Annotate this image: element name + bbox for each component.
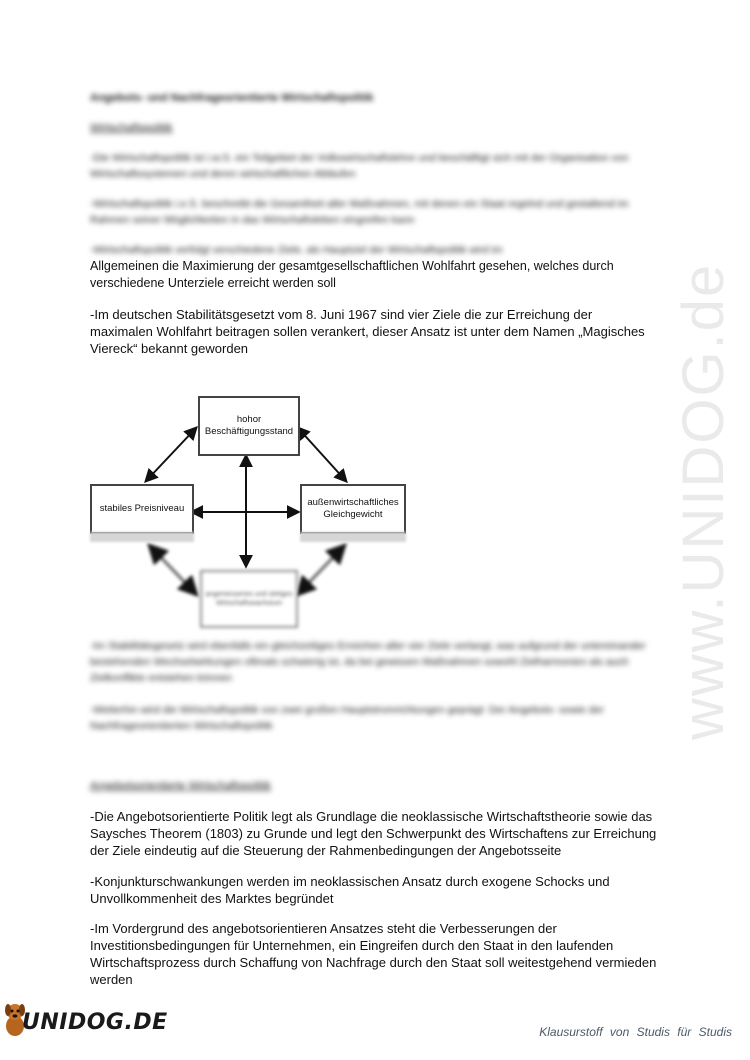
paragraph-7: -Die Angebotsorientierte Politik legt als Grundlage die neoklassische Wirtschaftstheorie sowie das Saysches Theorem (1803) zu Grunde und legt den Schwerpunkt des Wirtschaftens zur Erreichung der Ziele eindeutig auf die Steuerung der Rahmenbedingungen der Angebotsseite [90, 809, 657, 858]
section-heading-wirtschaftspolitik: Wirtschaftspolitik [90, 122, 173, 134]
blurred-paragraph-2: -Wirtschaftspolitik i.e.S. beschreibt die Gesamtheit aller Maßnahmen, mit denen ein Staat regelnd und gestaltend im Rahmen seiner Möglichkeiten in das Wirtschaftsleben eingreifen kann [90, 198, 629, 226]
arrow-right-bottom [298, 546, 344, 594]
section-heading-angebotsorientiert: Angebotsorientierte Wirtschaftspolitik [90, 780, 271, 792]
goal-label-preisniveau: stabiles Preisniveau [99, 503, 185, 514]
goal-label-aussenwirtschaft: außenwirtschaftliches Gleichgewicht [307, 497, 399, 520]
arrow-top-right [298, 428, 346, 481]
paragraph-3-line3: verschiedene Unterziele erreicht werden soll [90, 276, 336, 290]
blurred-paragraph-5: -Im Stabilitätsgesetz wird ebenfalls ein gleichzeitiges Erreichen aller vier Ziele verlangt, was aufgrund der untereinander bestehenden Wechselwirkungen oftmals schwierig ist, da bei gewissen Maßnahmen sowohl Zielharmonien als auch Zielkonflikte entstehen können [90, 640, 646, 684]
goal-label-beschaeftigung: hohor Beschäftigungsstand [204, 414, 294, 437]
goal-box-beschaeftigung [198, 396, 300, 456]
arrow-top-left [146, 428, 196, 481]
box-shadow-left [90, 532, 194, 542]
blurred-paragraph-1: -Die Wirtschaftspolitik ist i.w.S. ein Teilgebiet der Volkswirtschaftslehre und beschäftigt sich mit der Organisation von Wirtschaftssystemen und deren wirtschaftlichen Abläufen [90, 152, 629, 180]
document-title: Angebots- und Nachfrageorientierte Wirtschaftspolitik [90, 92, 374, 104]
goal-label-wachstum: angemessenes und stetiges Wirtschaftswachstum [205, 591, 293, 607]
watermark: www.UNIDOG.de [671, 262, 736, 740]
paragraph-4: -Im deutschen Stabilitätsgesetzt vom 8. Juni 1967 sind vier Ziele die zur Erreichung der maximalen Wohlfahrt beitragen sollen verankert, dieser Ansatz ist unter dem Namen „Magisches Viereck“ bekannt geworden [90, 307, 645, 356]
goal-box-aussenwirtschaft [300, 484, 406, 534]
box-shadow-right [300, 532, 406, 542]
arrow-left-bottom [150, 546, 196, 594]
goal-box-wachstum [200, 570, 298, 628]
blurred-paragraph-3-line1: -Wirtschaftspolitik verfolgt verschiedene Ziele, als Hauptziel der Wirtschaftspolitik wird im [90, 244, 503, 256]
footer-tagline: Klausurstoff von Studis für Studis [539, 1025, 732, 1039]
blurred-paragraph-6: -Weiterhin wird die Wirtschaftspolitik von zwei großen Hauptstromrichtungen geprägt: Der Angebots- sowie der Nachfrageorientierten Wirtschaftspolitik [90, 704, 604, 732]
goal-box-preisniveau [90, 484, 194, 534]
paragraph-3-line2: Allgemeinen die Maximierung der gesamtgesellschaftlichen Wohlfahrt gesehen, welches durch [90, 259, 614, 273]
paragraph-8: -Konjunkturschwankungen werden im neoklassischen Ansatz durch exogene Schocks und Unvollkommenheit des Marktes begründet [90, 874, 610, 906]
paragraph-9: -Im Vordergrund des angebotsorientieren Ansatzes steht die Verbesserungen der Investitionsbedingungen für Unternehmen, ein Eingreifen durch den Staat in den laufenden Wirtschaftsprozess durch Schaffung von Nachfrage durch den Staat soll weitestgehend vermieden werden [90, 921, 657, 987]
footer-logo: UNIDOG.DE [22, 1010, 168, 1035]
